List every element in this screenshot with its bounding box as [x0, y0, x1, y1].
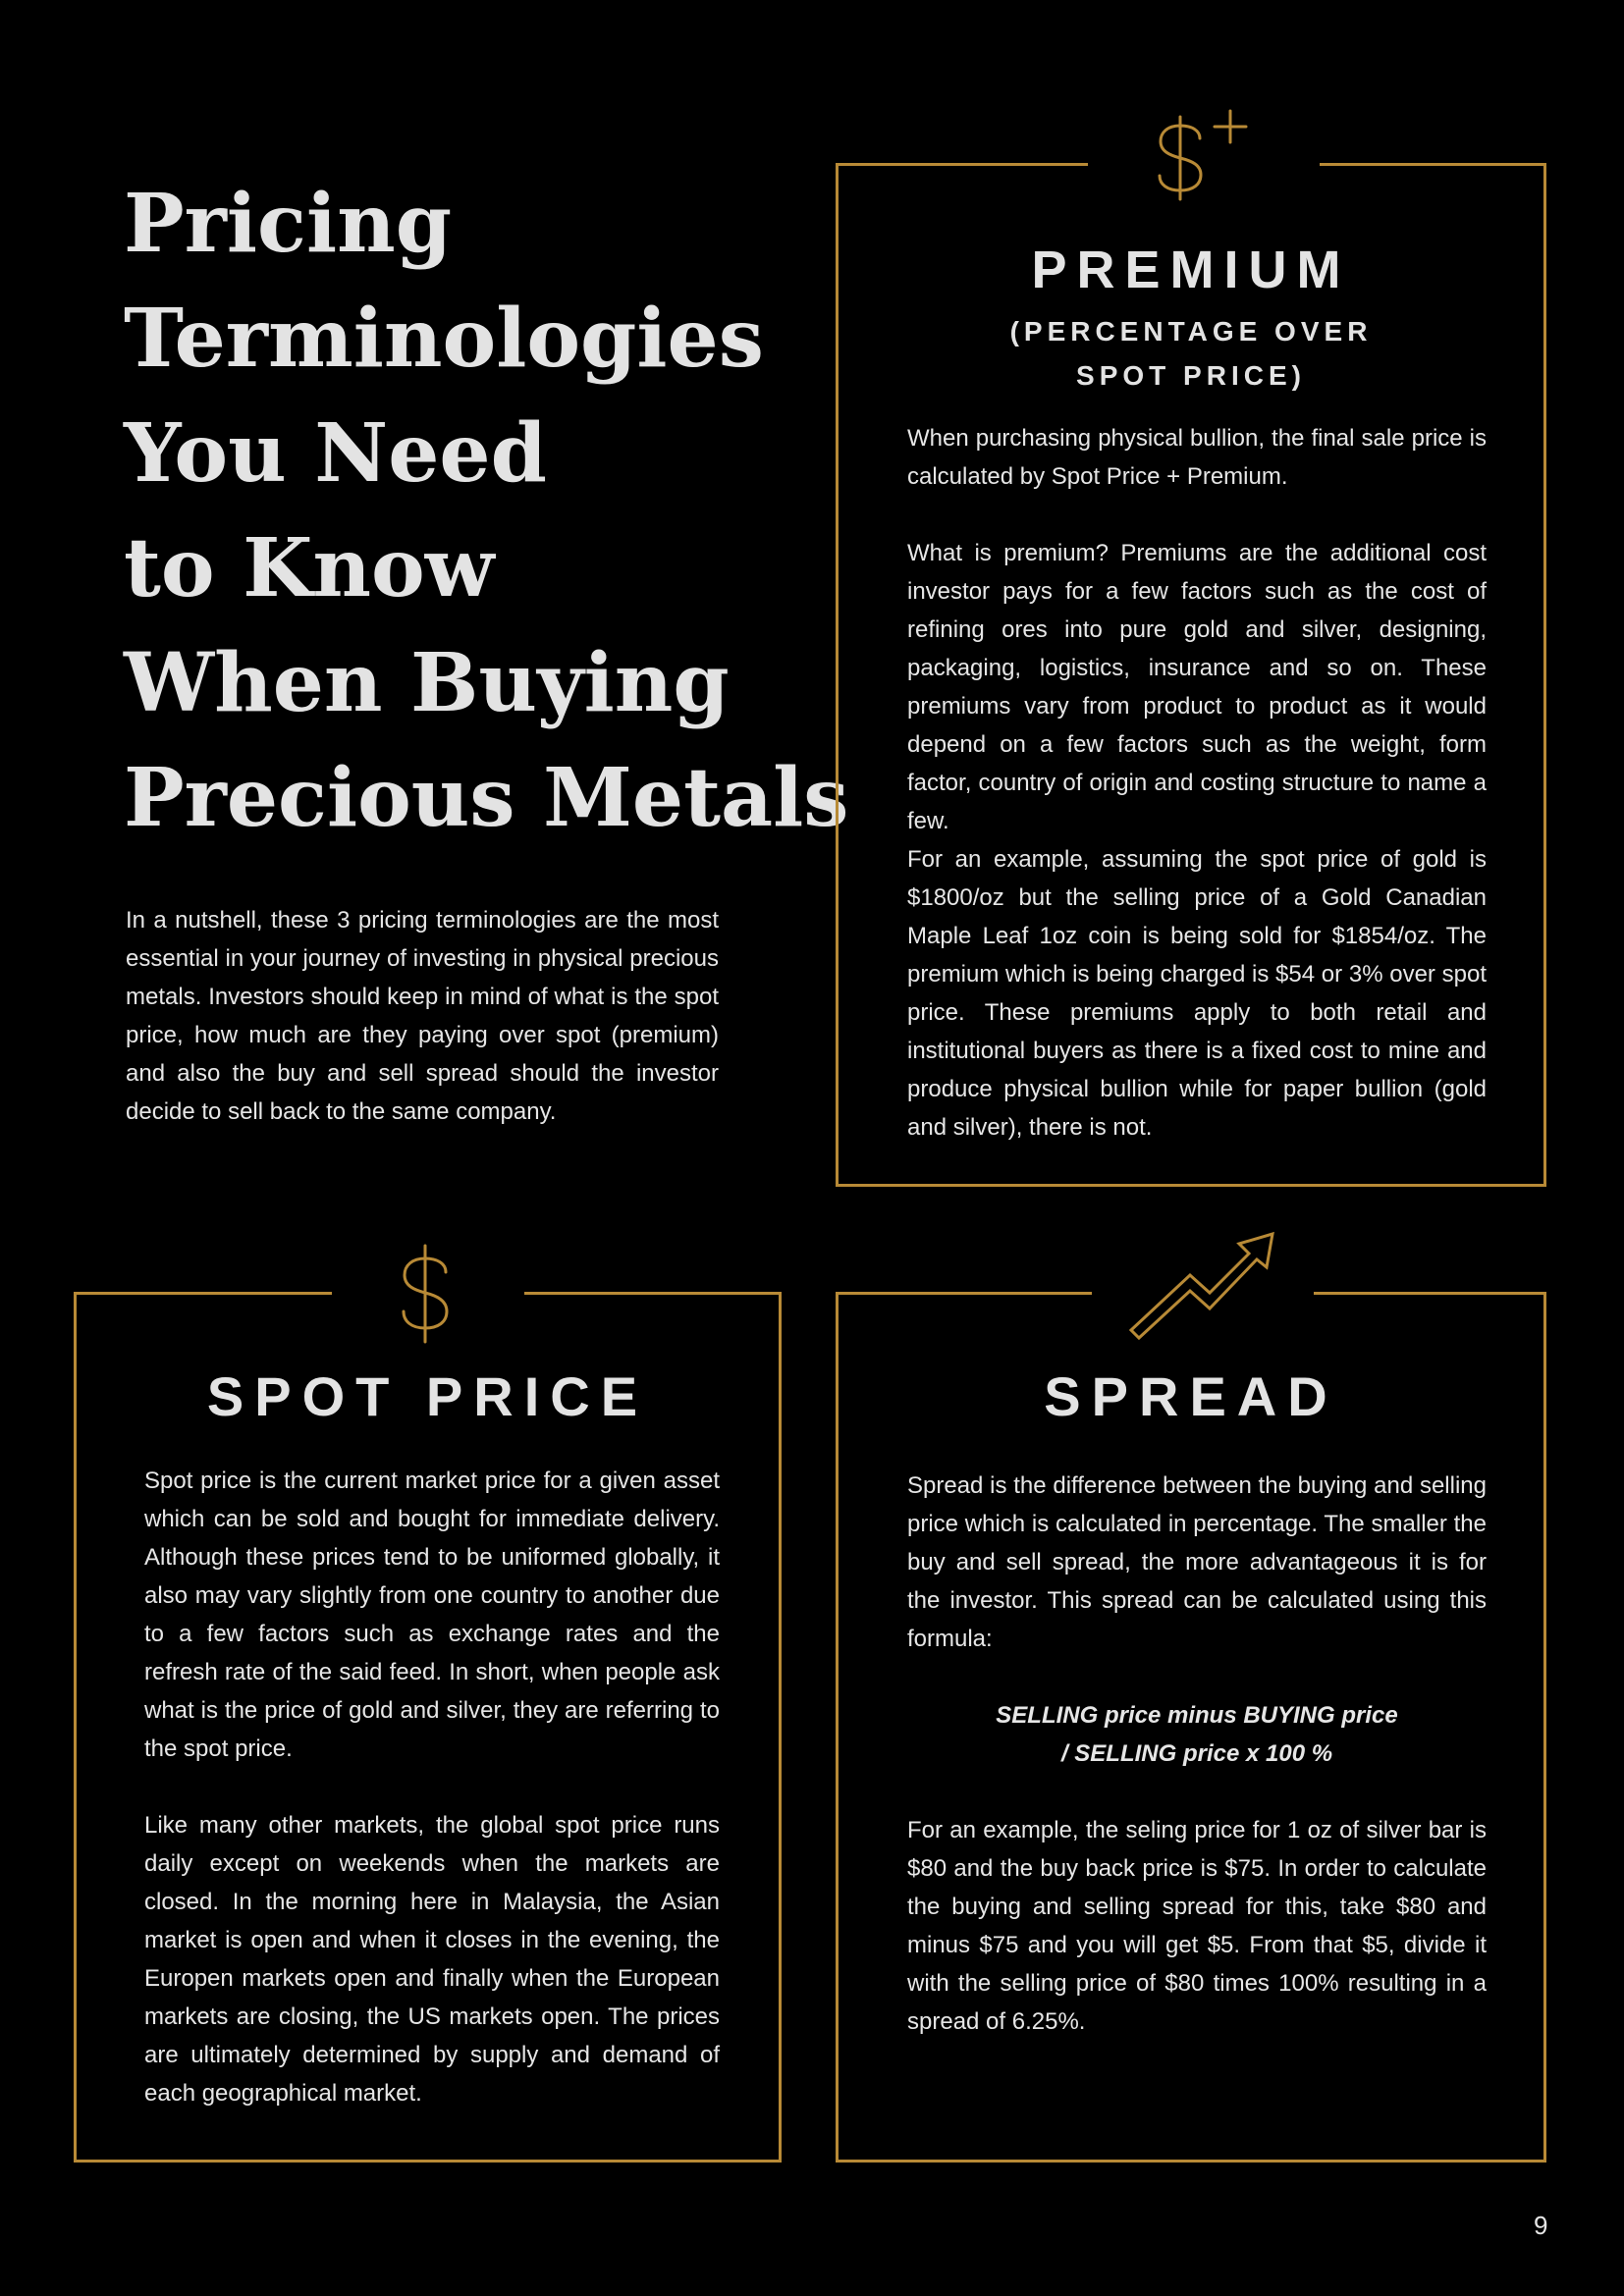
- premium-panel: [836, 163, 1546, 1187]
- premium-heading: PREMIUM: [1031, 240, 1351, 299]
- premium-paragraph-2: What is premium? Premiums are the additional cost investor pays for a few factors such as the cost of refining ores into pure gold and silver, designing, packaging, logistics, insurance and so on. These premiums vary from product to product as it would depend on a few factors such as the weight, form factor, country of origin and costing structure to name a few.: [907, 540, 1487, 834]
- title-line: Pricing: [124, 177, 453, 271]
- spot-price-paragraph-1: Spot price is the current market price for a given asset which can be sold and bought for immediate delivery. Although these prices tend to be uniformed globally, it also may vary slightly from one country to another due to a few factors such as exchange rates and the refresh rate of the said feed. In short, when people ask what is the price of gold and silver, they are referring to the spot price.: [144, 1468, 720, 1762]
- trend-up-arrow-icon: [1123, 1226, 1280, 1344]
- premium-subheading: [839, 309, 1543, 398]
- title-line: Precious Metals: [124, 751, 849, 845]
- page-title: [124, 167, 849, 856]
- spread-formula-line: / SELLING price x 100 %: [1060, 1740, 1333, 1767]
- spread-paragraph-1: Spread is the difference between the buying and selling price which is calculated in percentage. The smaller the buy and sell spread, the more advantageous it is for the investor. This spread can be calculated using this formula:: [907, 1472, 1487, 1652]
- spread-paragraph-2: For an example, the seling price for 1 oz of silver bar is $80 and the buy back price is $75. In order to calculate the buying and selling spread for this, take $80 and minus $75 and you will get $5. From that $5, divide it with the selling price of $80 times 100% resulting in a spread of 6.25%.: [907, 1817, 1487, 2035]
- spread-formula: [907, 1696, 1487, 1773]
- spread-heading: SPREAD: [1044, 1365, 1338, 1427]
- premium-subheading-line: SPOT PRICE): [1076, 360, 1306, 391]
- spot-price-heading: SPOT PRICE: [206, 1365, 649, 1427]
- premium-paragraph-1: When purchasing physical bullion, the final sale price is calculated by Spot Price + Premium.: [907, 425, 1487, 490]
- dollar-plus-icon: [1145, 109, 1253, 207]
- title-line: Terminologies: [124, 292, 764, 386]
- title-line: When Buying: [124, 636, 730, 730]
- spot-price-paragraph-2: Like many other markets, the global spot price runs daily except on weekends when the markets are closed. In the morning here in Malaysia, the Asian market is open and when it closes in the evening, the Europen markets open and finally when the European markets are closing, the US markets open. The prices are ultimately determined by supply and demand of each geographical market.: [144, 1812, 720, 2107]
- title-line: to Know: [124, 521, 495, 615]
- title-line: You Need: [124, 406, 547, 501]
- spread-panel: [836, 1292, 1546, 2163]
- premium-paragraph-3: For an example, assuming the spot price of gold is $1800/oz but the selling price of a Gold Canadian Maple Leaf 1oz coin is being sold for $1854/oz. The premium which is being charged is $54 or 3% over spot price. These premiums apply to both retail and institutional buyers as there is a fixed cost to mine and produce physical bullion while for paper bullion (gold and silver), there is not.: [907, 846, 1487, 1141]
- intro-paragraph: In a nutshell, these 3 pricing terminologies are the most essential in your journey of investing in physical precious metals. Investors should keep in mind of what is the spot price, how much are they paying over spot (premium) and also the buy and sell spread should the investor decide to sell back to the same company.: [126, 907, 719, 1125]
- premium-subheading-line: (PERCENTAGE OVER: [1009, 316, 1373, 347]
- page-number: 9: [1534, 2211, 1548, 2240]
- dollar-icon: [389, 1240, 467, 1348]
- spread-formula-line: SELLING price minus BUYING price: [996, 1702, 1398, 1729]
- spot-price-panel: [74, 1292, 782, 2163]
